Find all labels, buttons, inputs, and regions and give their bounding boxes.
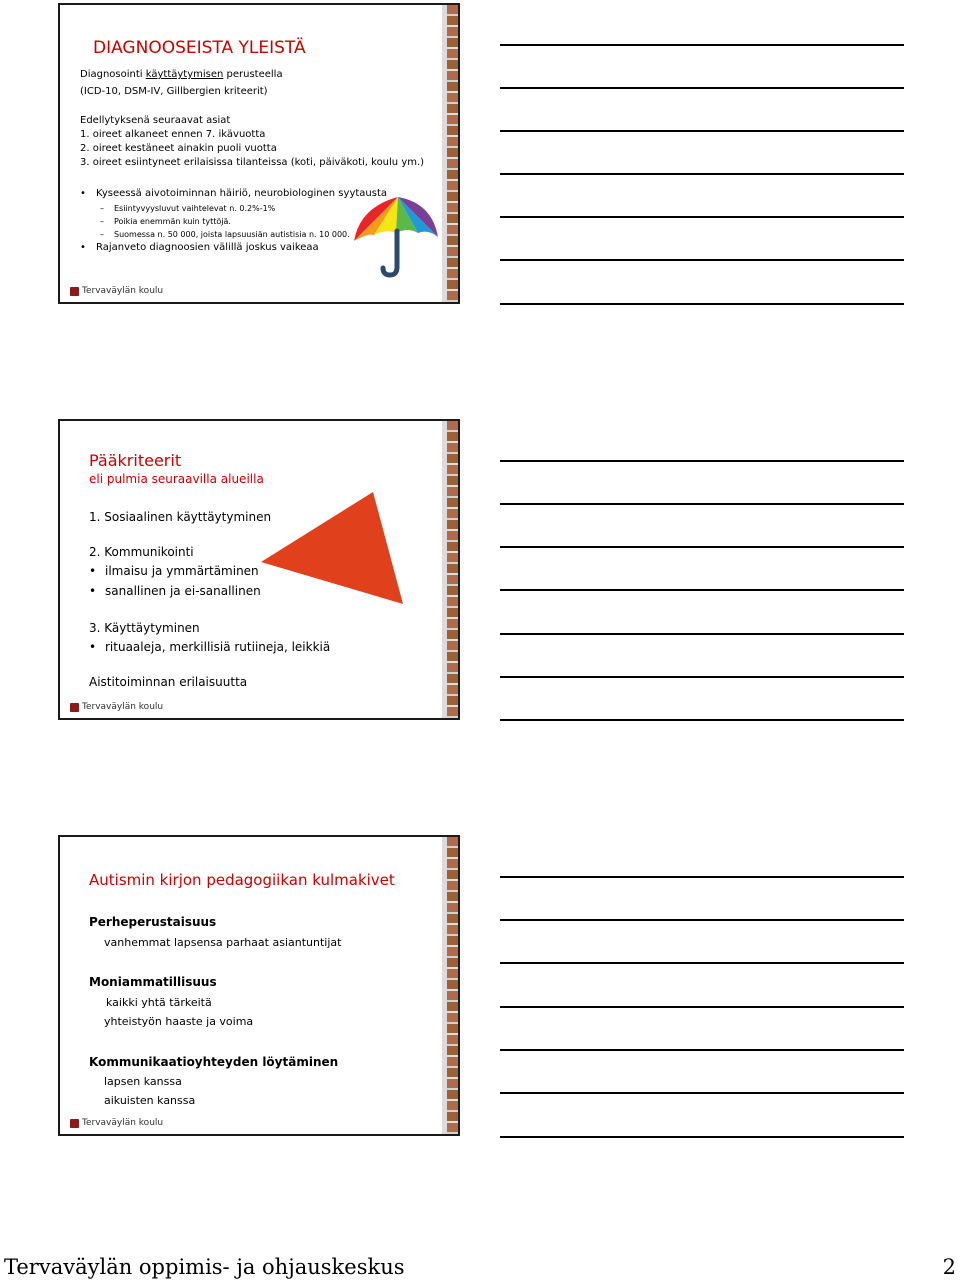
slide-1-title: DIAGNOOSEISTA YLEISTÄ [93, 38, 306, 58]
slide-2-item-3-bullet-1: • rituaaleja, merkillisiä rutiineja, leikkiä [105, 640, 330, 654]
note-line [500, 546, 904, 548]
slide-1-sub-item-2: – Poikia enemmän kuin tyttöjä. [114, 217, 231, 226]
slide-3-section-2-line-2: yhteistyön haaste ja voima [104, 1015, 254, 1028]
note-line [500, 1136, 904, 1138]
note-line [500, 633, 904, 635]
footer-title: Tervaväylän oppimis- ja ohjauskeskus [4, 1255, 405, 1279]
note-line [500, 962, 904, 964]
slide-2 [58, 419, 460, 720]
slide-3-section-1-line-1: vanhemmat lapsensa parhaat asiantuntijat [104, 936, 342, 949]
note-line [500, 216, 904, 218]
note-line [500, 1006, 904, 1008]
triangle-shape [258, 489, 408, 609]
slide-3-section-3-heading: Kommunikaatioyhteyden löytäminen [89, 1055, 339, 1069]
slide-3 [58, 835, 460, 1136]
slide-1-bullet-2: • Rajanveto diagnoosien välillä joskus vaikeaa [96, 242, 319, 253]
note-line [500, 1049, 904, 1051]
link-kayttaytymisen[interactable]: käyttäytymisen [145, 69, 224, 80]
note-line [500, 460, 904, 462]
slide-2-subtitle: eli pulmia seuraavilla alueilla [89, 472, 264, 486]
slide-2-item-2-bullet-1: • ilmaisu ja ymmärtäminen [105, 564, 259, 578]
note-line [500, 876, 904, 878]
slide-1-sub-item-1: – Esiintyvyysluvut vaihtelevat n. 0.2%-1% [114, 204, 275, 213]
slide-2-title: Pääkriteerit [89, 451, 182, 470]
logo-mark-icon [70, 287, 79, 296]
slide-1-logo: Tervaväylän koulu [70, 286, 163, 296]
umbrella-icon [350, 189, 446, 279]
note-line [500, 44, 904, 46]
note-line [500, 130, 904, 132]
note-line [500, 503, 904, 505]
note-line [500, 676, 904, 678]
slide-1-bullet-1: • Kyseessä aivotoiminnan häiriö, neurobiologinen syytausta [96, 188, 387, 199]
slide-3-logo: Tervaväylän koulu [70, 1118, 163, 1128]
slide-1-sub-item-3: – Suomessa n. 50 000, joista lapsuusiän autistisia n. 10 000. [114, 230, 350, 239]
note-line [500, 303, 904, 305]
slide-1-item-1: 1. oireet alkaneet ennen 7. ikävuotta [80, 129, 266, 140]
logo-mark-icon [70, 703, 79, 712]
slide-2-item-2-bullet-2: • sanallinen ja ei-sanallinen [105, 584, 261, 598]
umbrella-handle [383, 231, 397, 275]
note-line [500, 589, 904, 591]
note-line [500, 919, 904, 921]
slide-2-item-3: 3. Käyttäytyminen [89, 621, 200, 635]
slide-1-line-2: (ICD-10, DSM-IV, Gillbergien kriteerit) [80, 86, 268, 97]
slide-2-item-1: 1. Sosiaalinen käyttäytyminen [89, 510, 272, 524]
slide-decoration-strip [442, 837, 458, 1134]
slide-1-item-3: 3. oireet esiintyneet erilaisissa tilanteissa (koti, päiväkoti, koulu ym.) [80, 157, 425, 168]
slide-1-line-1: Diagnosointi käyttäytymisen perusteella [80, 69, 283, 80]
note-line [500, 87, 904, 89]
slide-3-section-1-heading: Perheperustaisuus [89, 915, 217, 929]
note-line [500, 173, 904, 175]
logo-mark-icon [70, 1119, 79, 1128]
slide-3-section-3-line-1: lapsen kanssa [104, 1075, 182, 1088]
slide-3-section-2-line-1: kaikki yhtä tärkeitä [106, 996, 212, 1009]
slide-2-logo: Tervaväylän koulu [70, 702, 163, 712]
slide-2-closing: Aistitoiminnan erilaisuutta [89, 675, 248, 689]
note-line [500, 719, 904, 721]
slide-1-item-2: 2. oireet kestäneet ainakin puoli vuotta [80, 143, 277, 154]
triangle-polygon [261, 492, 403, 604]
slide-2-item-2: 2. Kommunikointi [89, 545, 194, 559]
note-line [500, 259, 904, 261]
slide-decoration-strip [442, 421, 458, 718]
slide-3-title: Autismin kirjon pedagogiikan kulmakivet [89, 871, 395, 889]
slide-3-section-2-heading: Moniammatillisuus [89, 975, 217, 989]
slide-1 [58, 3, 460, 304]
slide-1-line-3: Edellytyksenä seuraavat asiat [80, 115, 231, 126]
page-number: 2 [942, 1255, 956, 1279]
slide-3-section-3-line-2: aikuisten kanssa [104, 1094, 196, 1107]
note-line [500, 1092, 904, 1094]
